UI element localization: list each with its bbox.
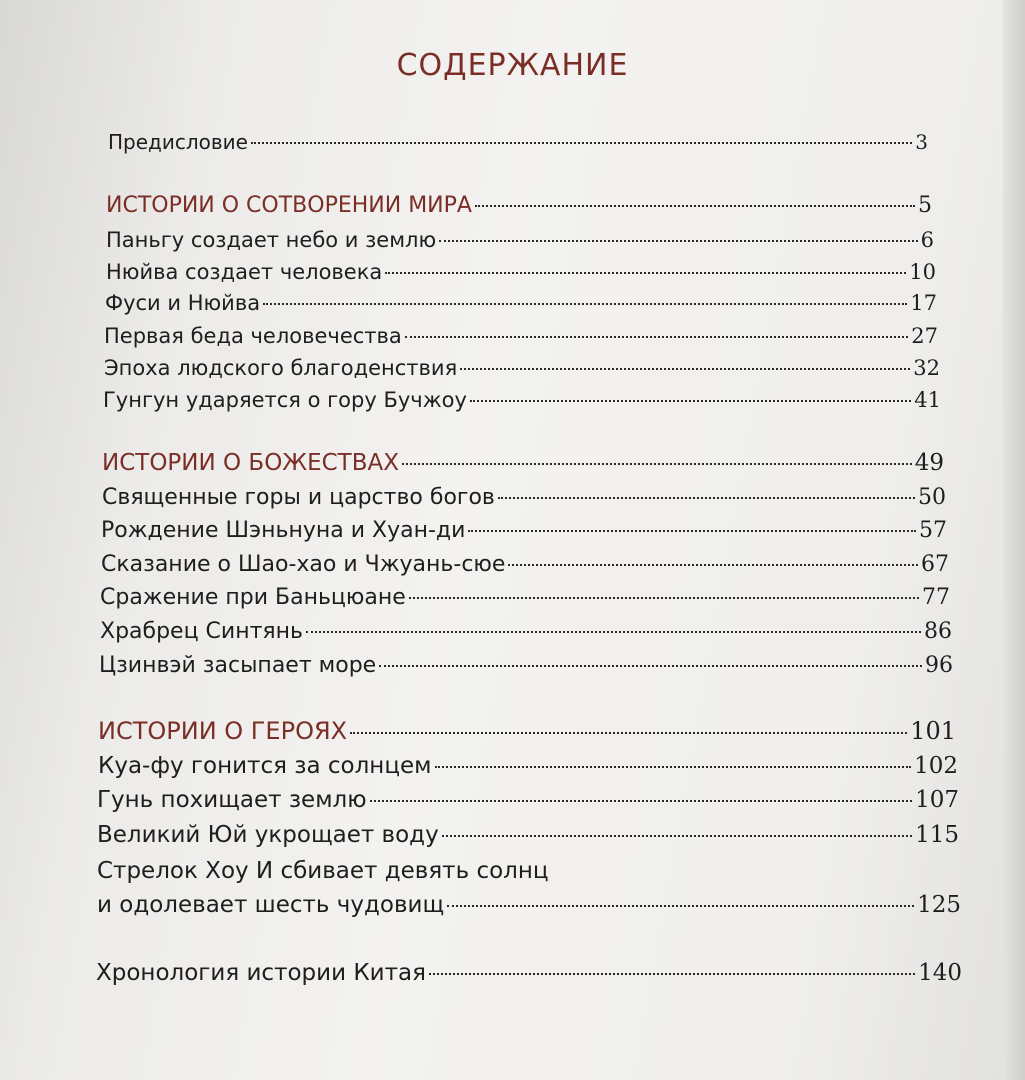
toc-section-heading[interactable] xyxy=(106,193,932,218)
toc-entry-page: 10 xyxy=(909,260,936,284)
toc-entry-label: Паньгу создает небо и землю xyxy=(106,228,437,252)
section-heading-label: ИСТОРИИ О ГЕРОЯХ xyxy=(98,717,348,745)
toc-entry-page: 67 xyxy=(921,552,949,577)
dot-leader xyxy=(405,336,908,338)
dot-leader xyxy=(460,368,910,370)
dot-leader xyxy=(251,142,912,144)
dot-leader xyxy=(468,530,916,532)
dot-leader xyxy=(439,240,917,242)
toc-entry-label: Священные горы и царство богов xyxy=(102,485,495,510)
toc-entry-label: Хронология истории Китая xyxy=(96,960,426,986)
section-heading-label: ИСТОРИИ О БОЖЕСТВАХ xyxy=(102,450,399,476)
toc-entry-label: и одолевает шесть чудовищ xyxy=(97,892,445,918)
dot-leader xyxy=(306,631,921,633)
toc-entry-page: 32 xyxy=(913,356,940,380)
toc-entry-chronology[interactable] xyxy=(96,960,962,986)
toc-entry-page: 17 xyxy=(910,291,937,315)
toc-entry-page: 86 xyxy=(924,619,952,644)
toc-entry-label: Нюйва создает человека xyxy=(106,260,383,284)
dot-leader xyxy=(350,732,907,734)
toc-entry-label: Храбрец Синтянь xyxy=(100,619,303,644)
toc-entry-label: Эпоха людского благоденствия xyxy=(104,356,458,380)
toc-entry-line2[interactable] xyxy=(97,892,961,918)
toc-entry-label: Куа-фу гонится за солнцем xyxy=(98,753,432,779)
toc-entry[interactable] xyxy=(97,822,959,848)
dot-leader xyxy=(263,303,907,305)
toc-section-heading[interactable] xyxy=(98,717,956,745)
dot-leader xyxy=(370,800,912,802)
toc-entry[interactable] xyxy=(100,585,950,610)
toc-entry[interactable] xyxy=(98,753,958,779)
dot-leader xyxy=(498,497,915,499)
toc-entry-page: 6 xyxy=(920,228,934,252)
dot-leader xyxy=(429,973,915,975)
toc-entry-page: 57 xyxy=(919,518,947,543)
toc-entry-label: Цзинвэй засыпает море xyxy=(99,653,377,678)
dot-leader xyxy=(435,766,912,768)
toc-title: СОДЕРЖАНИЕ xyxy=(396,48,629,83)
toc-entry[interactable] xyxy=(106,228,934,252)
toc-entry-preface[interactable] xyxy=(108,130,928,154)
toc-entry[interactable] xyxy=(99,653,953,678)
toc-section-heading[interactable] xyxy=(102,450,944,476)
dot-leader xyxy=(409,597,919,599)
toc-entry-page: 50 xyxy=(918,485,946,510)
toc-entry-page: 125 xyxy=(917,892,961,918)
toc-entry[interactable] xyxy=(105,291,937,315)
dot-leader xyxy=(475,205,915,207)
section-heading-label: ИСТОРИИ О СОТВОРЕНИИ МИРА xyxy=(106,193,472,218)
toc-entry-page: 27 xyxy=(911,324,938,348)
toc-entry-label: Фуси и Нюйва xyxy=(105,291,261,315)
toc-entry[interactable] xyxy=(97,787,959,813)
toc-entry[interactable] xyxy=(101,518,947,543)
section-heading-page: 101 xyxy=(910,717,956,745)
toc-entry[interactable] xyxy=(104,324,938,348)
toc-entry-label: Первая беда человечества xyxy=(104,324,402,348)
section-heading-page: 5 xyxy=(918,193,932,218)
dot-leader xyxy=(379,665,922,667)
toc-entry-page: 77 xyxy=(922,585,950,610)
toc-entry[interactable] xyxy=(101,552,949,577)
toc-entry-page: 102 xyxy=(914,753,958,779)
toc-entry-page: 3 xyxy=(915,130,928,154)
page-edge-shadow xyxy=(1003,0,1025,1080)
dot-leader xyxy=(442,835,912,837)
toc-entry-page: 41 xyxy=(914,388,941,412)
toc-entry-page: 96 xyxy=(925,653,953,678)
toc-entry-label: Рождение Шэньнуна и Хуан-ди xyxy=(101,518,466,543)
toc-entry-page: 115 xyxy=(915,822,959,848)
toc-entry-label: Сказание о Шао-хао и Чжуань-сюе xyxy=(101,552,506,577)
dot-leader xyxy=(470,400,911,402)
toc-entry[interactable] xyxy=(102,485,946,510)
dot-leader xyxy=(508,564,918,566)
toc-entry-line1[interactable] xyxy=(97,858,549,884)
toc-entry[interactable] xyxy=(103,388,941,412)
toc-entry-label: Стрелок Хоу И сбивает девять солнц xyxy=(97,858,549,884)
toc-entry-page: 140 xyxy=(918,960,962,986)
toc-entry[interactable] xyxy=(100,619,952,644)
toc-entry-label: Гунь похищает землю xyxy=(97,787,367,813)
section-heading-page: 49 xyxy=(914,450,944,476)
dot-leader xyxy=(385,272,906,274)
toc-entry[interactable] xyxy=(106,260,936,284)
toc-entry-label: Сражение при Баньцюане xyxy=(100,585,406,610)
toc-entry-page: 107 xyxy=(915,787,959,813)
dot-leader xyxy=(447,905,914,907)
toc-entry-label: Гунгун ударяется о гору Бучжоу xyxy=(103,388,467,412)
dot-leader xyxy=(402,463,912,465)
toc-entry[interactable] xyxy=(104,356,940,380)
toc-entry-label: Великий Юй укрощает воду xyxy=(97,822,439,848)
toc-entry-label: Предисловие xyxy=(108,130,248,154)
